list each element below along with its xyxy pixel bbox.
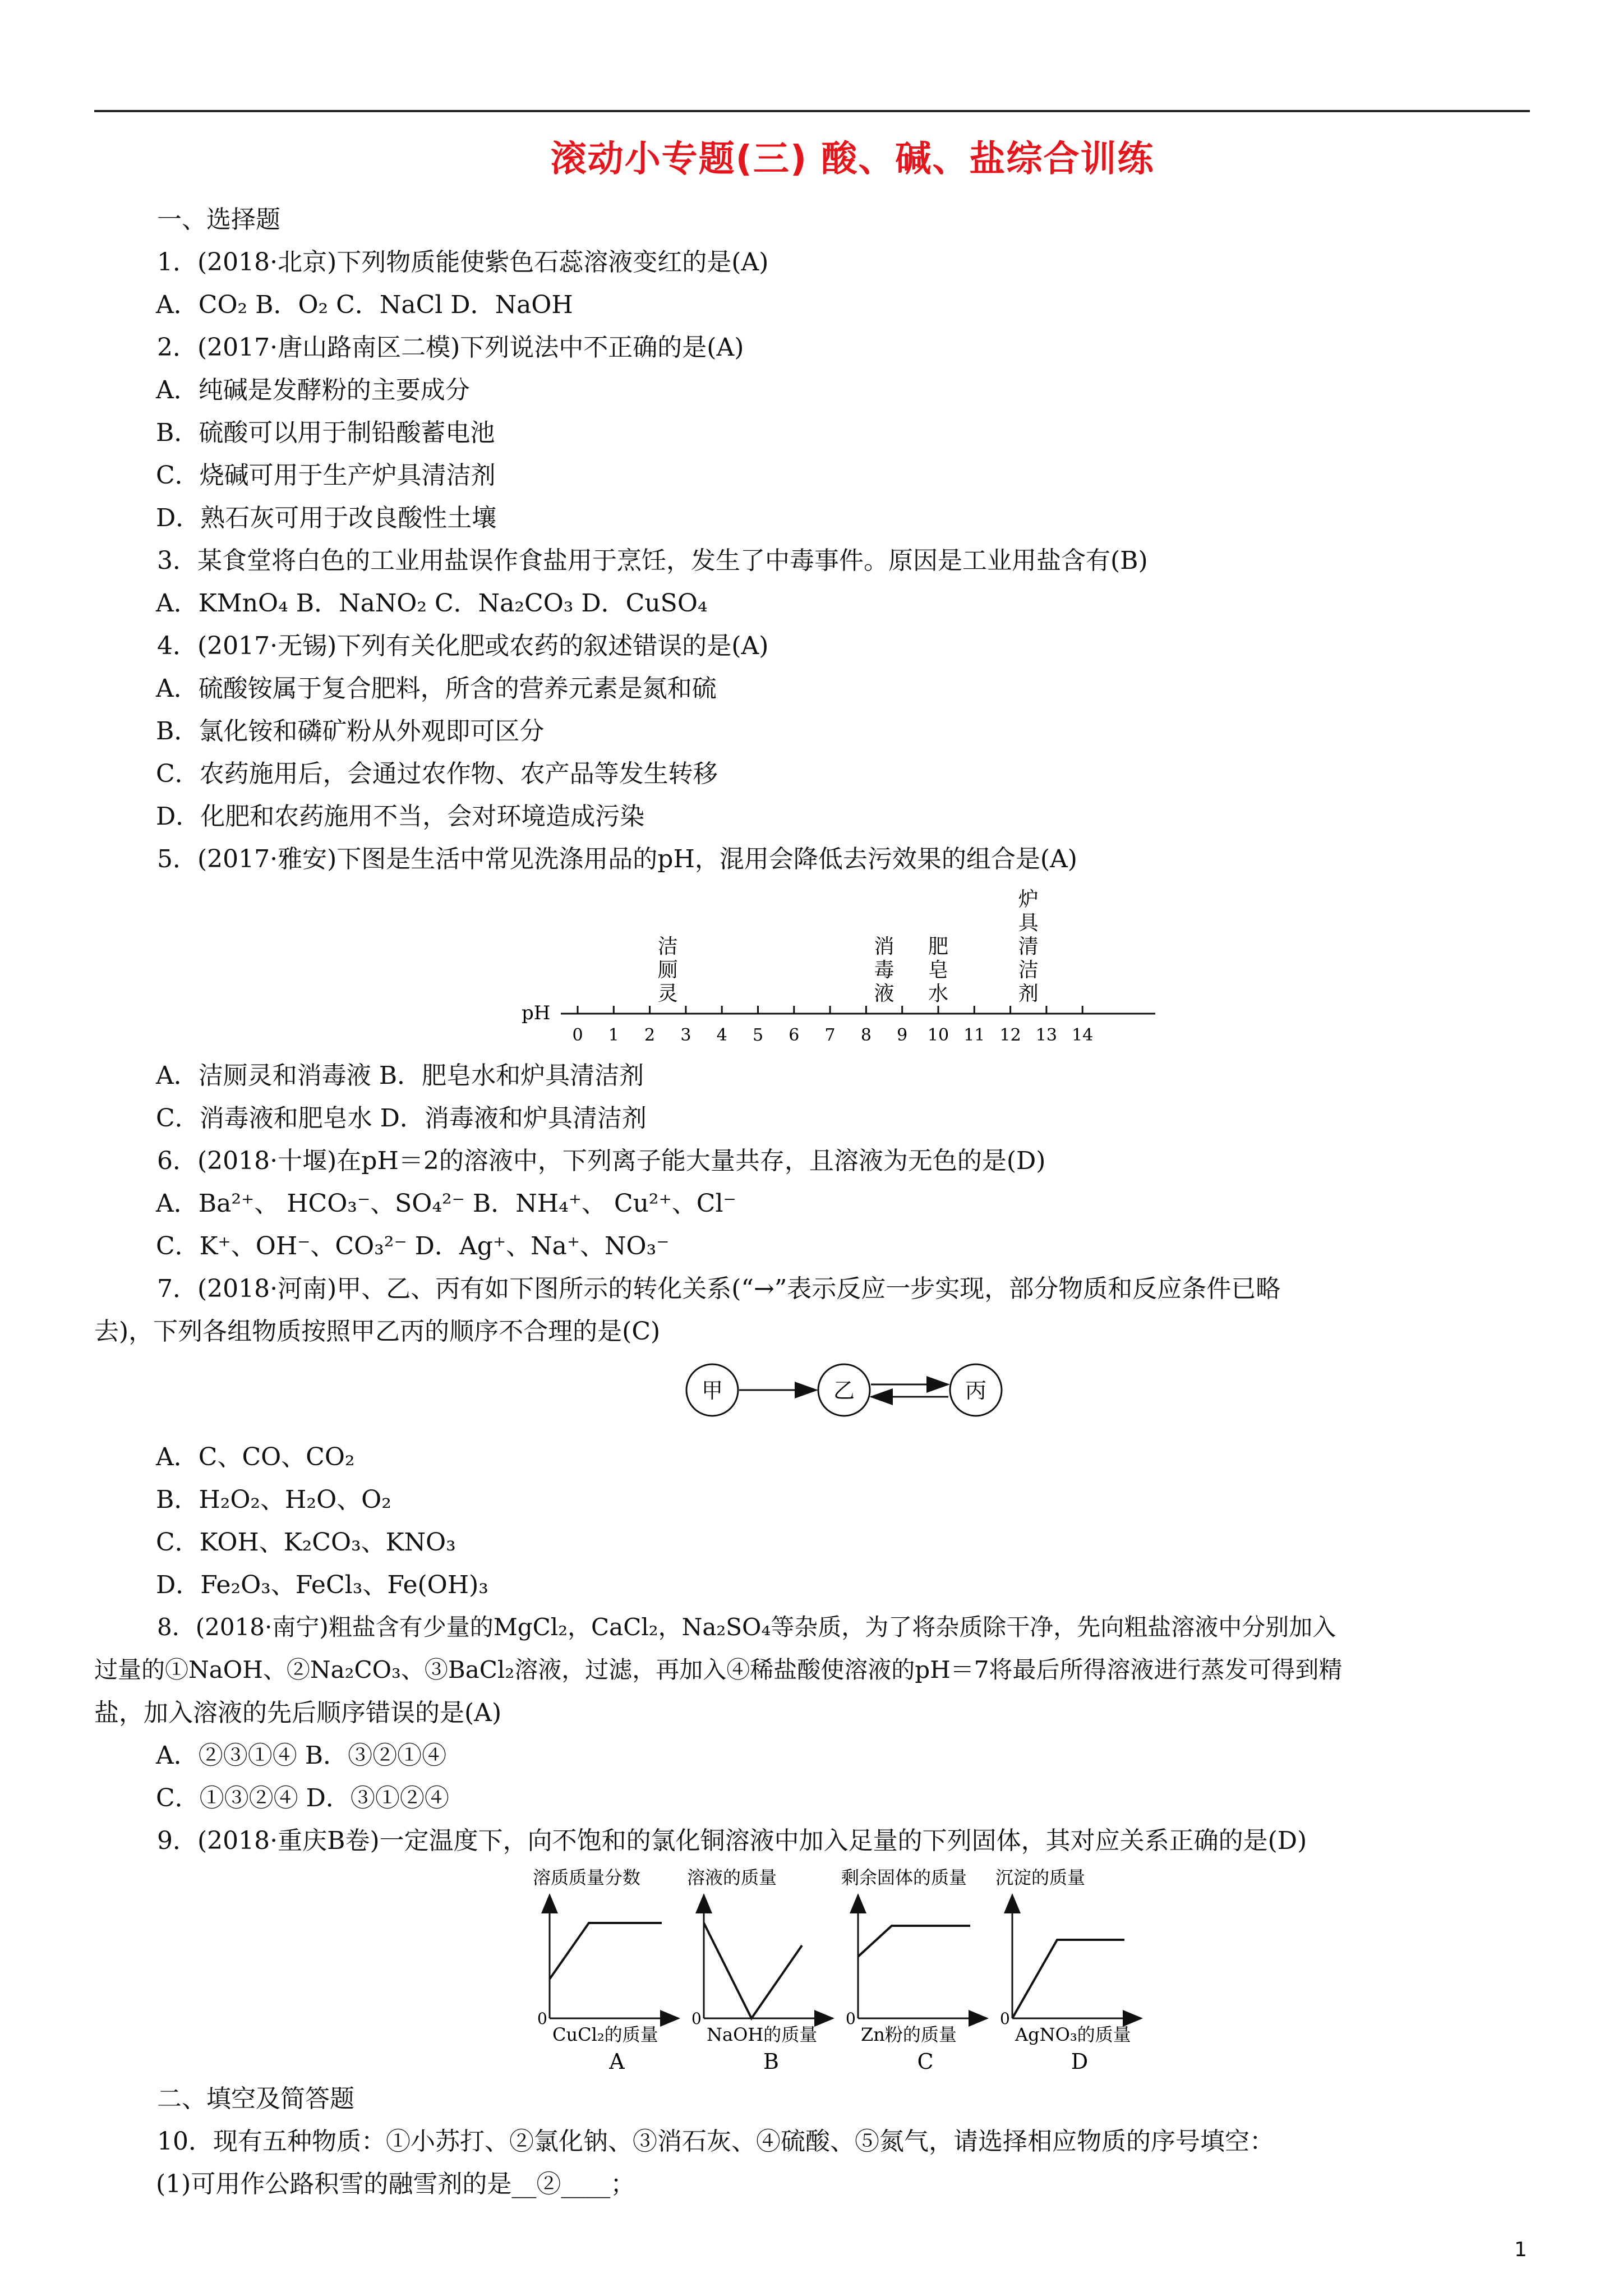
ph-tick-label: 4 bbox=[716, 1025, 727, 1045]
ph-tick-label: 14 bbox=[1072, 1025, 1094, 1045]
question-2-option-d: D．熟石灰可用于改良酸性土壤 bbox=[156, 504, 497, 532]
section-heading-fill: 二、填空及简答题 bbox=[157, 2085, 354, 2113]
graph-a bbox=[533, 1867, 679, 2074]
graph-letter: B bbox=[763, 2049, 779, 2074]
header-rule bbox=[94, 110, 1530, 112]
ph-tick-label: 10 bbox=[927, 1025, 949, 1045]
page-title: 滚动小专题(三) 酸、碱、盐综合训练 bbox=[550, 139, 1155, 180]
ph-item-label-char: 剂 bbox=[1018, 982, 1039, 1005]
question-10: 10．现有五种物质：①小苏打、②氯化钠、③消石灰、④硫酸、⑤氮气，请选择相应物质的序号填空： bbox=[157, 2127, 1274, 2156]
question-8-line-1: 8．(2018·南宁)粗盐含有少量的MgCl₂，CaCl₂，Na₂SO₄等杂质，为了将杂质除干净，先向粗盐溶液中分别加入 bbox=[157, 1613, 1336, 1641]
graph-letter: C bbox=[917, 2049, 934, 2074]
graph-y-label: 剩余固体的质量 bbox=[841, 1867, 967, 1888]
question-2: 2．(2017·唐山路南区二模)下列说法中不正确的是(A) bbox=[157, 333, 744, 362]
graph-origin-label: 0 bbox=[537, 2009, 547, 2028]
ph-item-label-char: 具 bbox=[1018, 912, 1039, 935]
ph-item-label-char: 皂 bbox=[928, 959, 949, 982]
question-8-line-2: 过量的①NaOH、②Na₂CO₃、③BaCl₂溶液，过滤，再加入④稀盐酸使溶液的pH＝7将最后所得溶液进行蒸发可得到精 bbox=[94, 1656, 1343, 1683]
ph-tick-label: 3 bbox=[680, 1025, 691, 1045]
question-9-graphs bbox=[527, 1861, 1178, 2074]
graph-letter: D bbox=[1071, 2049, 1089, 2074]
flow-diagram bbox=[673, 1358, 1009, 1425]
ph-item-label-char: 清 bbox=[1018, 935, 1039, 958]
graph-curve bbox=[550, 1923, 662, 1979]
question-6: 6．(2018·十堰)在pH＝2的溶液中，下列离子能大量共存，且溶液为无色的是(D) bbox=[157, 1147, 1046, 1175]
section-heading-choice: 一、选择题 bbox=[157, 205, 280, 234]
graph-origin-label: 0 bbox=[691, 2009, 702, 2028]
question-7-line-2: 去)，下列各组物质按照甲乙丙的顺序不合理的是(C) bbox=[94, 1317, 661, 1346]
graph-letter: A bbox=[609, 2049, 625, 2074]
question-9: 9．(2018·重庆B卷)一定温度下，向不饱和的氯化铜溶液中加入足量的下列固体，其对应关系正确的是(D) bbox=[157, 1826, 1307, 1855]
question-2-option-c: C．烧碱可用于生产炉具清洁剂 bbox=[156, 461, 496, 490]
question-7-option-c: C．KOH、K₂CO₃、KNO₃ bbox=[156, 1528, 456, 1557]
ph-item-label-char: 洁 bbox=[657, 935, 678, 958]
graph-c bbox=[841, 1867, 987, 2074]
ph-scale-figure bbox=[505, 878, 1178, 1052]
question-6-options-cd: C．K⁺、OH⁻、CO₃²⁻ D．Ag⁺、Na⁺、NO₃⁻ bbox=[156, 1232, 670, 1260]
question-7-option-b: B．H₂O₂、H₂O、O₂ bbox=[156, 1485, 391, 1514]
question-10-part-1: (1)可用作公路积雪的融雪剂的是__②____； bbox=[156, 2170, 635, 2198]
question-8-options-ab: A．②③①④ B．③②①④ bbox=[156, 1741, 447, 1770]
ph-tick-label: 5 bbox=[752, 1025, 764, 1045]
question-7-option-a: A．C、CO、CO₂ bbox=[156, 1443, 355, 1471]
graph-x-label: AgNO₃的质量 bbox=[1015, 2024, 1131, 2045]
ph-tick-label: 13 bbox=[1035, 1025, 1057, 1045]
graph-y-label: 溶液的质量 bbox=[687, 1867, 777, 1888]
ph-item-label-char: 水 bbox=[928, 982, 949, 1005]
question-4-option-d: D．化肥和农药施用不当，会对环境造成污染 bbox=[156, 802, 645, 831]
question-3-options: A．KMnO₄ B．NaNO₂ C．Na₂CO₃ D．CuSO₄ bbox=[156, 589, 708, 618]
question-4-option-a: A．硫酸铵属于复合肥料，所含的营养元素是氮和硫 bbox=[156, 674, 717, 703]
ph-item-label-char: 液 bbox=[874, 982, 895, 1005]
graph-d bbox=[995, 1867, 1141, 2074]
ph-item-label-char: 消 bbox=[874, 935, 895, 958]
ph-tick-label: 7 bbox=[824, 1025, 836, 1045]
flow-node-jia-label: 甲 bbox=[701, 1378, 723, 1403]
question-1-options: A．CO₂ B．O₂ C．NaCl D．NaOH bbox=[156, 291, 573, 319]
page-number: 1 bbox=[1514, 2238, 1527, 2261]
flow-node-bing-label: 丙 bbox=[965, 1378, 987, 1403]
graph-y-label: 溶质质量分数 bbox=[533, 1867, 641, 1888]
question-7-option-d: D．Fe₂O₃、FeCl₃、Fe(OH)₃ bbox=[156, 1571, 488, 1599]
ph-item-label-char: 肥 bbox=[928, 935, 949, 958]
question-4: 4．(2017·无锡)下列有关化肥或农药的叙述错误的是(A) bbox=[157, 632, 769, 660]
question-5-options-ab: A．洁厕灵和消毒液 B．肥皂水和炉具清洁剂 bbox=[156, 1061, 644, 1090]
graph-b bbox=[687, 1867, 833, 2074]
ph-tick-label: 9 bbox=[897, 1025, 908, 1045]
question-1: 1．(2018·北京)下列物质能使紫色石蕊溶液变红的是(A) bbox=[157, 248, 769, 277]
graph-curve bbox=[858, 1926, 970, 1957]
question-6-options-ab: A．Ba²⁺、 HCO₃⁻、SO₄²⁻ B．NH₄⁺、 Cu²⁺、Cl⁻ bbox=[156, 1189, 736, 1218]
graph-x-label: Zn粉的质量 bbox=[861, 2024, 957, 2045]
ph-tick-label: 11 bbox=[963, 1025, 985, 1045]
ph-item-label-char: 灵 bbox=[657, 982, 678, 1005]
ph-tick-label: 1 bbox=[608, 1025, 619, 1045]
ph-item-label-char: 炉 bbox=[1018, 888, 1039, 911]
graph-curve bbox=[704, 1923, 802, 2018]
ph-tick-label: 8 bbox=[860, 1025, 872, 1045]
ph-tick-label: 0 bbox=[572, 1025, 583, 1045]
graph-origin-label: 0 bbox=[846, 2009, 856, 2028]
ph-axis-label: pH bbox=[522, 1002, 551, 1024]
question-8-line-3: 盐，加入溶液的先后顺序错误的是(A) bbox=[94, 1699, 502, 1727]
question-2-option-b: B．硫酸可以用于制铅酸蓄电池 bbox=[156, 418, 495, 447]
graph-curve bbox=[1012, 1940, 1124, 2018]
ph-tick-label: 6 bbox=[789, 1025, 800, 1045]
question-2-option-a: A．纯碱是发酵粉的主要成分 bbox=[156, 376, 470, 404]
ph-tick-label: 12 bbox=[999, 1025, 1021, 1045]
question-8-options-cd: C．①③②④ D．③①②④ bbox=[156, 1784, 449, 1812]
question-7-line-1: 7．(2018·河南)甲、乙、丙有如下图所示的转化关系(“→”表示反应一步实现，部分物质和反应条件已略 bbox=[157, 1274, 1281, 1303]
question-5-options-cd: C．消毒液和肥皂水 D．消毒液和炉具清洁剂 bbox=[156, 1104, 647, 1133]
graph-y-label: 沉淀的质量 bbox=[995, 1867, 1086, 1888]
graph-x-label: CuCl₂的质量 bbox=[552, 2024, 658, 2045]
question-3: 3．某食堂将白色的工业用盐误作食盐用于烹饪，发生了中毒事件。原因是工业用盐含有(B) bbox=[157, 546, 1148, 575]
ph-tick-label: 2 bbox=[644, 1025, 656, 1045]
graph-x-label: NaOH的质量 bbox=[707, 2024, 818, 2045]
question-5: 5．(2017·雅安)下图是生活中常见洗涤用品的pH，混用会降低去污效果的组合是(A) bbox=[157, 845, 1077, 873]
ph-item-label-char: 毒 bbox=[874, 959, 895, 982]
question-4-option-c: C．农药施用后，会通过农作物、农产品等发生转移 bbox=[156, 760, 718, 788]
ph-item-label-char: 厕 bbox=[657, 959, 678, 982]
graph-origin-label: 0 bbox=[1000, 2009, 1010, 2028]
question-4-option-b: B．氯化铵和磷矿粉从外观即可区分 bbox=[156, 717, 545, 746]
ph-item-label-char: 洁 bbox=[1018, 959, 1039, 982]
flow-node-yi-label: 乙 bbox=[833, 1378, 855, 1403]
